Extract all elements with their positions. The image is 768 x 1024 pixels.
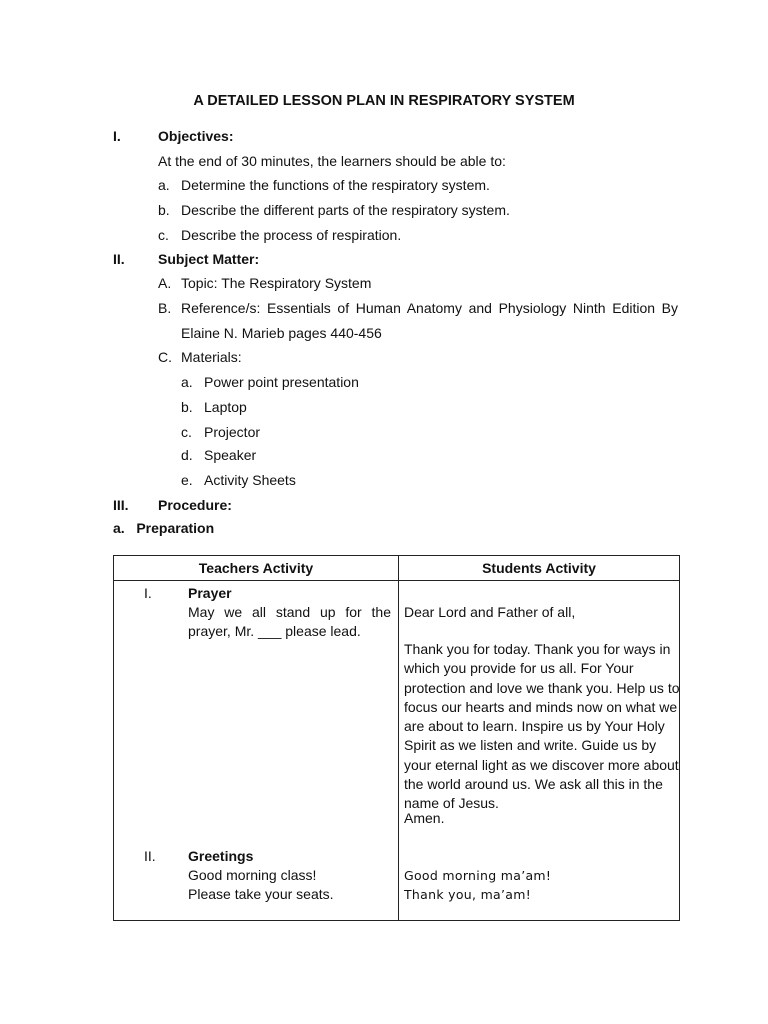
students-activity-header: Students Activity — [399, 556, 680, 581]
objective-item: Describe the different parts of the respiratory system. — [181, 202, 510, 218]
objectives-numeral: I. — [113, 128, 121, 144]
table-header-row — [114, 556, 680, 581]
objective-item: Describe the process of respiration. — [181, 227, 402, 243]
subject-matter-heading: Subject Matter: — [158, 251, 260, 267]
greetings-student-line-2: Thank you, ma’am! — [404, 887, 532, 902]
topic-text: Topic: The Respiratory System — [181, 275, 372, 291]
greetings-teacher-line-1: Good morning class! — [188, 867, 317, 883]
prayer-student-greeting: Dear Lord and Father of all, — [404, 604, 576, 620]
prayer-heading: Prayer — [188, 585, 232, 601]
greetings-student-line-1: Good morning ma’am! — [404, 868, 552, 883]
greetings-teacher-line-2: Please take your seats. — [188, 886, 334, 902]
document-title: A DETAILED LESSON PLAN IN RESPIRATORY SYSTEM — [193, 93, 575, 109]
prayer-teacher-line-2: prayer, Mr. ___ please lead. — [188, 623, 361, 639]
material-item: Projector — [204, 424, 261, 440]
activity-body — [114, 581, 680, 921]
reference-line-2: Elaine N. Marieb pages 440-456 — [181, 325, 382, 341]
reference-line-1: Reference/s: Essentials of Human Anatomy and Physiology Ninth Edition By — [181, 300, 678, 316]
prayer-student-amen: Amen. — [404, 810, 445, 826]
subject-matter-numeral: II. — [113, 251, 125, 267]
objective-marker: c. — [158, 227, 169, 243]
prayer-student-text: Thank you for today. Thank you for ways in which you provide for us all. For Your protection and love we thank you. Help us to focus our hearts and minds now on what we are about to learn. Inspire us by Your Holy Spirit as we listen and write. Guide us by your eternal light as we discover more about the world around us. We ask all this in the name of Jesus. — [404, 641, 680, 812]
reference-marker: B. — [158, 300, 172, 316]
teachers-activity-header: Teachers Activity — [114, 556, 399, 581]
material-marker: d. — [181, 447, 193, 463]
preparation-heading: a. Preparation — [113, 520, 215, 536]
objectives-intro: At the end of 30 minutes, the learners should be able to: — [158, 153, 506, 169]
topic-marker: A. — [158, 275, 172, 291]
greetings-heading: Greetings — [188, 848, 254, 864]
material-marker: a. — [181, 374, 193, 390]
material-marker: b. — [181, 399, 193, 415]
objectives-heading: Objectives: — [158, 128, 234, 144]
procedure-numeral: III. — [113, 497, 129, 513]
objective-item: Determine the functions of the respiratory system. — [181, 177, 490, 193]
material-marker: e. — [181, 472, 193, 488]
materials-marker: C. — [158, 349, 172, 365]
table-row — [114, 581, 680, 921]
activity-table — [113, 555, 680, 921]
materials-label: Materials: — [181, 349, 242, 365]
material-item: Activity Sheets — [204, 472, 296, 488]
material-item: Laptop — [204, 399, 247, 415]
material-item: Speaker — [204, 447, 257, 463]
procedure-heading: Procedure: — [158, 497, 232, 513]
prayer-numeral: I. — [144, 585, 152, 601]
material-marker: c. — [181, 424, 192, 440]
objective-marker: b. — [158, 202, 170, 218]
material-item: Power point presentation — [204, 374, 359, 390]
greetings-numeral: II. — [144, 848, 156, 864]
column-divider — [398, 581, 399, 920]
prayer-teacher-line-1: May we all stand up for the — [188, 604, 391, 620]
objective-marker: a. — [158, 177, 170, 193]
